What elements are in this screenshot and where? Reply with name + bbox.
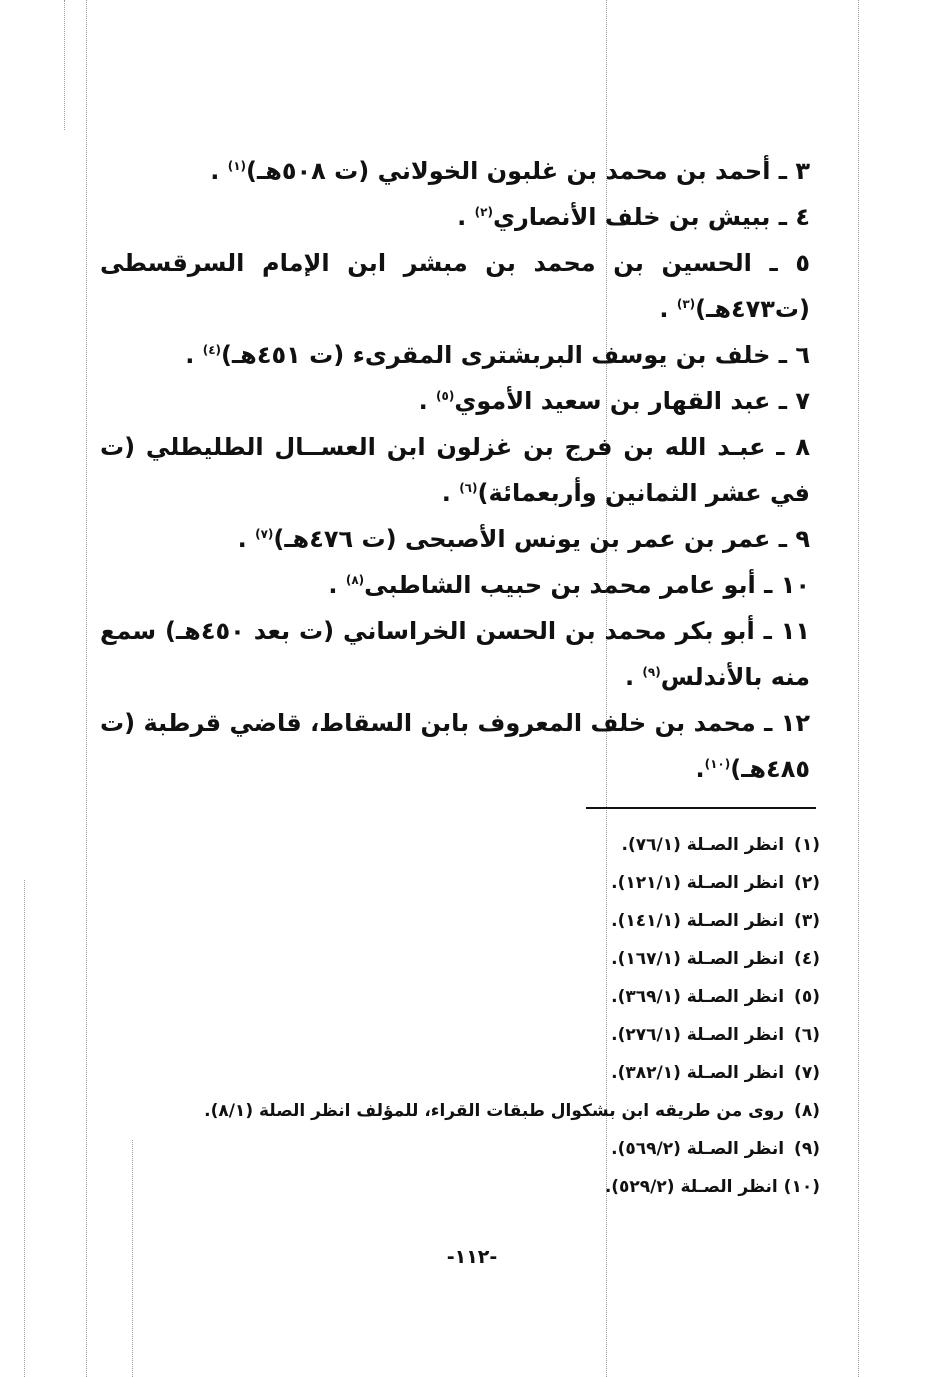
entry-end: . [457,203,475,231]
footnotes [100,826,820,1206]
entry-end: . [185,341,203,369]
entry-end: . [695,755,705,783]
footnote-ref: (١) [227,159,247,173]
footnote [100,1092,820,1130]
list-item [100,700,810,792]
entry-end: . [418,387,437,415]
footnote-number: (٥) [794,987,820,1007]
entry-text: ١٢ ـ محمد بن خلف المعروف بابن السقاط، قاضي قرطبة (ت ٤٨٥هـ) [100,709,810,783]
footnote [100,978,820,1016]
footnote-number: (٤) [794,949,820,969]
list-item [100,608,810,700]
footnote-text: انظر الصـلة (٣٦٩/١). [611,987,785,1007]
entry-end: . [210,157,228,185]
footnote-number: (٦) [794,1025,820,1045]
list-item [100,378,810,424]
footnote-number: (١) [794,835,820,855]
entry-text: ٩ ـ عمر بن عمر بن يونس الأصبحى (ت ٤٧٦هـ) [273,525,810,553]
footnote-number: (٧) [794,1063,820,1083]
entry-text: ١٠ ـ أبو عامر محمد بن حبيب الشاطبى [364,571,810,599]
scan-artifact-line [24,880,25,1377]
scan-artifact-line [64,0,65,130]
footnote [100,1168,820,1206]
footnote-text: انظر الصـلة (١٤١/١). [611,911,785,931]
footnote-ref: (٢) [474,205,493,219]
list-item [100,332,810,378]
entry-end: . [328,571,346,599]
footnote-ref: (٨) [345,573,365,587]
footnote-text: روى من طريقه ابن بشكوال طبقات القراء، للمؤلف انظر الصلة (٨/١). [204,1101,785,1121]
footnote-ref: (٥) [436,389,455,403]
footnote-divider [586,807,816,809]
footnote-ref: (٣) [676,297,696,311]
page-number: -١١٢- [446,1246,498,1268]
footnote-number: (٢) [794,873,820,893]
footnote-ref: (١٠) [704,757,731,771]
list-item [100,240,810,332]
footnote-ref: (٧) [255,527,274,541]
footnote [100,826,820,864]
footnote [100,940,820,978]
list-item [100,424,810,516]
footnote-ref: (٩) [642,665,661,679]
footnote-text: انظر الصـلة (٥٦٩/٢). [611,1139,785,1159]
entry-end: . [441,479,460,507]
footnote-text: انظر الصـلة (٥٢٩/٢). [604,1177,778,1197]
footnote-text: انظر الصـلة (١٦٧/١). [611,949,785,969]
list-item [100,148,810,194]
entry-text: ٨ ـ عبـد الله بن فرج بن غزلون ابن العســال الطليطلي (ت في عشر الثمانين وأربعمائة) [100,433,810,507]
footnote-text: انظر الصـلة (١٢١/١). [611,873,785,893]
entry-text: ٧ ـ عبد القهار بن سعيد الأموي [454,387,810,415]
scan-artifact-line [858,0,859,1377]
entry-text: ١١ ـ أبو بكر محمد بن الحسن الخراساني (ت بعد ٤٥٠هـ) سمع منه بالأندلس [100,617,810,691]
footnote [100,902,820,940]
entry-end: . [624,663,643,691]
entry-text: ٥ ـ الحسين بن محمد بن مبشر ابن الإمام السرقسطى (ت٤٧٣هـ) [100,249,810,323]
entry-text: ٣ ـ أحمد بن محمد بن غلبون الخولاني (ت ٥٠٨هـ) [246,157,810,185]
footnote-text: انظر الصـلة (٧٦/١). [621,835,785,855]
footnote-number: (٨) [794,1101,820,1121]
scan-artifact-line [86,0,87,1377]
biography-list [100,148,810,792]
footnote-text: انظر الصـلة (٣٨٢/١). [611,1063,785,1083]
entry-text: ٤ ـ ببيش بن خلف الأنصاري [492,203,810,231]
list-item [100,194,810,240]
footnote [100,1130,820,1168]
footnote [100,1016,820,1054]
footnote [100,864,820,902]
list-item [100,516,810,562]
footnote-text: انظر الصـلة (٢٧٦/١). [611,1025,785,1045]
footnote-number: (٩) [794,1139,820,1159]
footnote-ref: (٤) [202,343,221,357]
footnote-number: (٣) [794,911,820,931]
footnote-number: (١٠) [783,1177,820,1197]
footnote [100,1054,820,1092]
entry-end: . [237,525,256,553]
footnote-ref: (٦) [459,481,478,495]
entry-text: ٦ ـ خلف بن يوسف البربشترى المقرىء (ت ٤٥١هـ) [221,341,810,369]
entry-end: . [659,295,677,323]
list-item [100,562,810,608]
